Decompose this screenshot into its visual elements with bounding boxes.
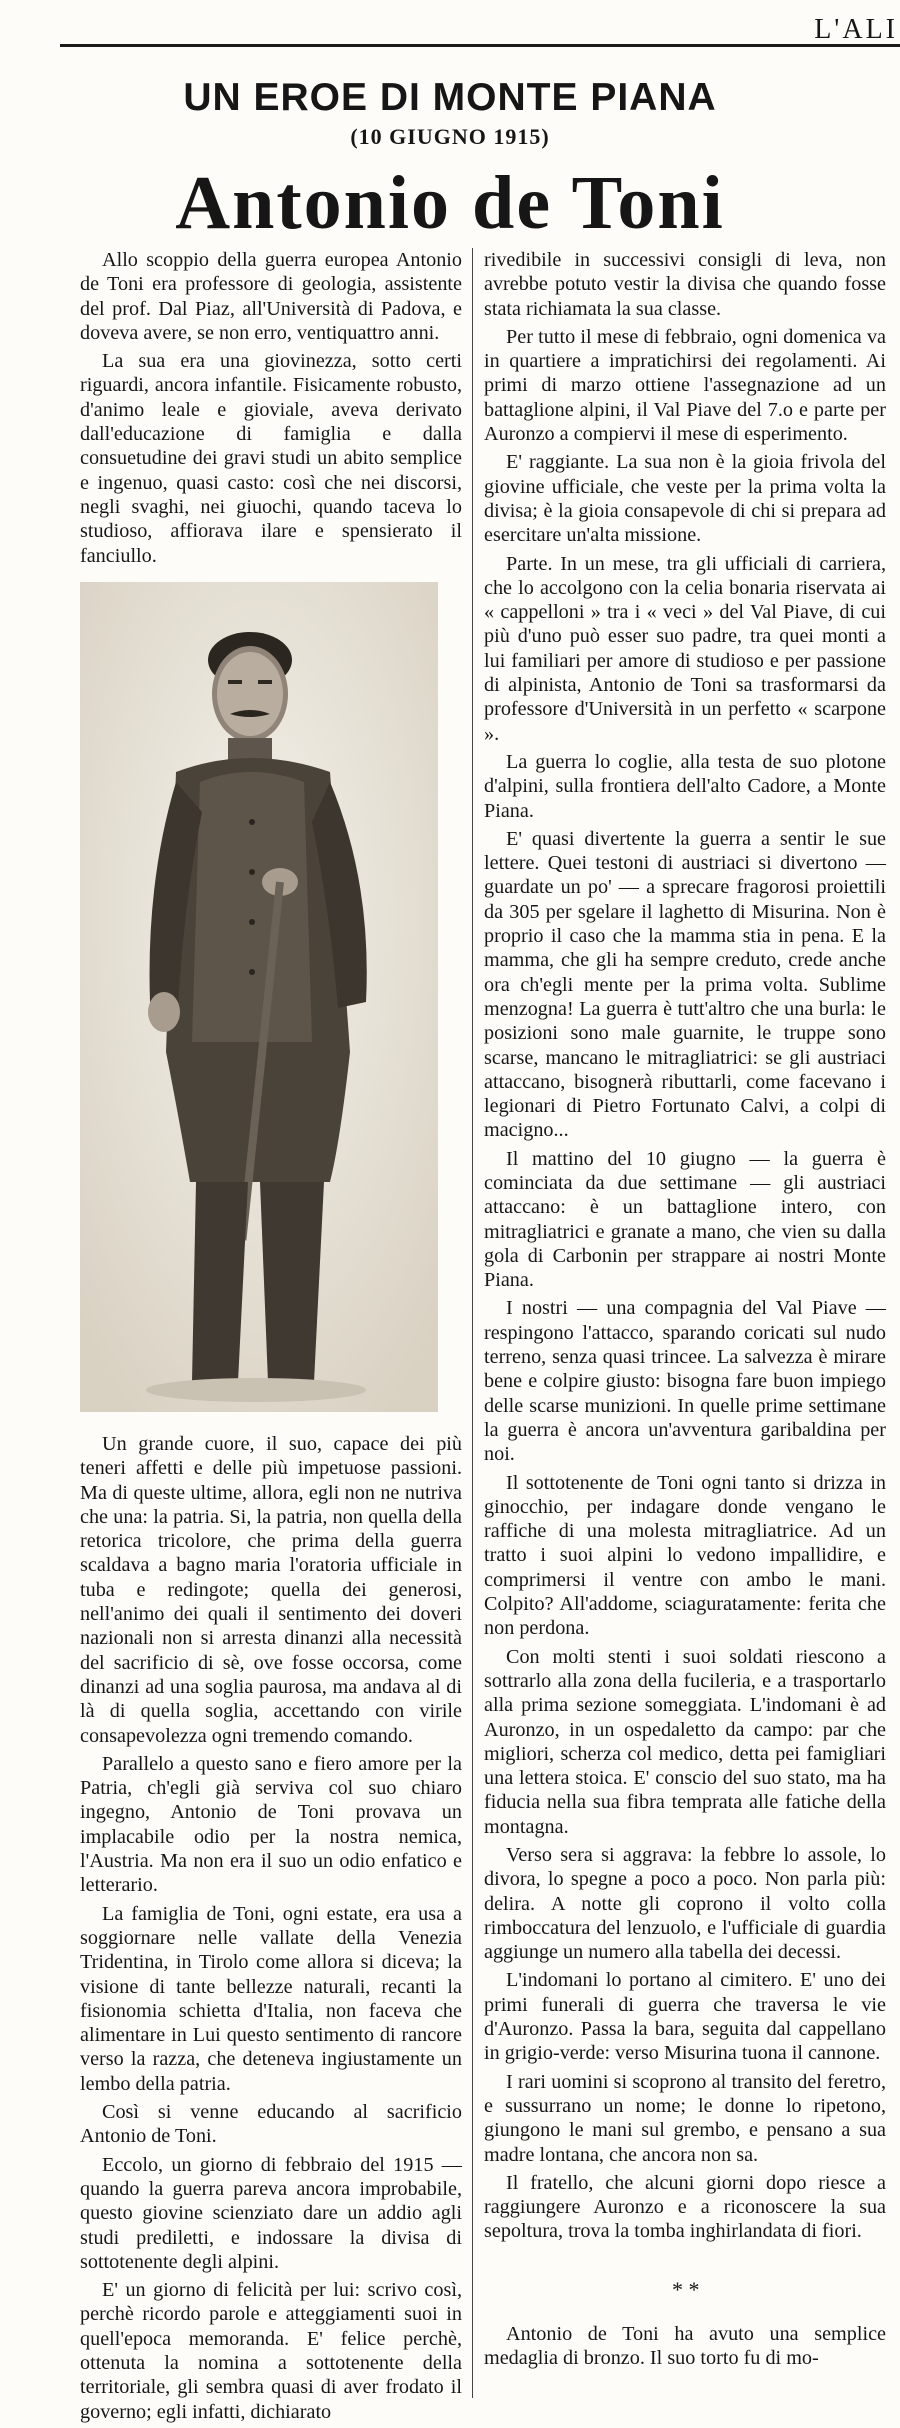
paragraph: Il sottotenente de Toni ogni tanto si drizza in ginocchio, per indagare donde vengano le raffiche di una molesta mitragliatrice. Ad un tratto i suoi alpini lo vedono impallidire, e comprimersi il ventre con ambo le mani. Colpito? All'addome, sciaguratamente: ferita che non perdona. <box>484 1471 886 1640</box>
header-rule <box>60 44 900 47</box>
paragraph: La famiglia de Toni, ogni estate, era usa a soggiornare nelle vallate della Venezia Tridentina, in Tirolo come allora si diceva; la visione di tante bellezze naturali, recanti la fisionomia schietta d'Italia, non faceva che alimentare in Lui questo sentimento di rancore verso la razza, che deteneva ingiustamente un lembo della patria. <box>80 1902 462 2095</box>
section-separator: * * <box>672 2277 700 2302</box>
paragraph: Allo scoppio della guerra europea Antonio de Toni era professore di geologia, assistente del prof. Dal Piaz, all'Università di Padova, e doveva avere, se non erro, ventiquattro anni. <box>80 249 462 344</box>
paragraph: rivedibile in successivi consigli di leva, non avrebbe potuto vestir la divisa che quando fosse stata richiamata la sua classe. <box>484 249 886 320</box>
running-head: L'ALI <box>814 14 898 45</box>
paragraph: L'indomani lo portano al cimitero. E' uno dei primi funerali di guerra che traversa le vie d'Auronzo. Passa la bara, seguita dal cappellano in grigio-verde: verso Misurina tuona il cannone. <box>484 1969 886 2065</box>
portrait-illustration <box>80 582 438 1412</box>
closing-paragraph <box>484 2322 886 2371</box>
paragraph: Parte. In un mese, tra gli ufficiali di carriera, che lo accolgono con la celia bonaria riservata ai « cappelloni » tra i « veci » del Val Piave, di cui più d'uno può esser suo padre, tra quei monti a lui familiari per amore di studioso e per passione di alpinista, Antonio de Toni sa trasformarsi da professore d'Università in un perfetto « scarpone ». <box>484 552 886 745</box>
paragraph: Con molti stenti i suoi soldati riescono a sottrarlo alla zona della fucileria, e a trasportarlo alla prima sezione someggiata. L'indomani è ad Auronzo, in un ospedaletto da campo: par che migliori, scherza col medico, detta pei famigliari una lettera stoica. E' conscio del suo stato, ma ha fiducia nella sua fibra temprata alle fatiche della montagna. <box>484 1645 886 1838</box>
left-column-bottom <box>80 1432 462 2428</box>
article-title: Antonio de Toni <box>175 161 725 245</box>
paragraph: Parallelo a questo sano e fiero amore per la Patria, ch'egli già serviva col suo chiaro ingegno, Antonio de Toni provava un implacabile odio per la nostra nemica, l'Austria. Ma non era il suo un odio enfatico e letterario. <box>80 1752 462 1897</box>
paragraph: Per tutto il mese di febbraio, ogni domenica va in quartiere a impratichirsi dei regolamenti. Ai primi di marzo ottiene l'assegnazione ad un battaglione alpini, il Val Piave del 7.o e parte per Auronzo a compiervi il mese di esperimento. <box>484 325 886 446</box>
paragraph: Antonio de Toni ha avuto una semplice medaglia di bronzo. Il suo torto fu di mo- <box>484 2323 886 2370</box>
pretitle: UN EROE DI MONTE PIANA <box>183 76 717 119</box>
paragraph: Il fratello, che alcuni giorni dopo riesce a raggiungere Auronzo e a riconoscere la sua sepoltura, trova la tomba inghirlandata di fiori. <box>484 2171 886 2243</box>
paragraph: Così si venne educando al sacrificio Antonio de Toni. <box>80 2101 462 2148</box>
column-divider <box>472 248 473 2398</box>
paragraph: E' un giorno di felicità per lui: scrivo così, perchè ricordo parole e atteggiamenti suoi in quell'epoca memoranda. E' felice perchè, ottenuta la nomina a sottotenente della territoriale, gli sembra quasi di aver frodato il governo; egli infatti, dichiarato <box>80 2279 462 2423</box>
paragraph: I nostri — una compagnia del Val Piave — respingono l'attacco, sparando coricati sul nudo terreno, senza quasi trincee. La salvezza è mirare bene e colpire giusto: bisogna fare buon impiego delle scarse munizioni. In quelle prime settimane la guerra è ancora un'avventura garibaldina per noi. <box>484 1297 886 1466</box>
paragraph: Il mattino del 10 giugno — la guerra è cominciata da due settimane — gli austriaci attaccano: è un battaglione intero, con mitragliatrici e granate a mano, che vien su dalla gola di Carbonin per strappare ai nostri Monte Piana. <box>484 1147 886 1292</box>
paragraph: Un grande cuore, il suo, capace dei più teneri affetti e delle più impetuose passioni. Ma di queste ultime, allora, egli non ne nutriva che una: la patria. Si, la patria, non quella della retorica tricolore, che prima della guerra scaldava a bagno maria l'oratoria ufficiale in tuba e redingote; quella dei generosi, nell'animo dei quali il sentimento dei doveri nazionali non si arresta dinanzi alla necessità del sacrificio di sè, ove fosse occorsa, come dinanzi ad una soglia paurosa, ma andava al di là di quella soglia, accettando con virile consapevolezza ogni tremendo comando. <box>80 1433 462 1747</box>
right-column <box>484 248 886 2248</box>
date-line: (10 GIUGNO 1915) <box>350 124 550 149</box>
paragraph: Eccolo, un giorno di febbraio del 1915 — quando la guerra pareva ancora improbabile, questo giovine scienziato dare un addio agli studi prediletti, e indossare la divisa di sottotenente degli alpini. <box>80 2153 462 2273</box>
paragraph: La sua era una giovinezza, sotto certi riguardi, ancora infantile. Fisicamente robusto, d'animo leale e gioviale, aveva derivato dall'educazione di famiglia e dalla consuetudine dei gravi studi un abito semplice e ingenuo, quasi casto: così che nei discorsi, negli svaghi, nei giuochi, quando taceva lo studioso, affiorava ilare e spensierato il fanciullo. <box>80 350 462 567</box>
portrait-photo <box>80 582 438 1412</box>
paragraph: E' raggiante. La sua non è la gioia frivola del giovine ufficiale, che veste per la prima volta la divisa; è la gioia consapevole di chi si prepara ad esercitare un'alta missione. <box>484 451 886 547</box>
paragraph: Verso sera si aggrava: la febbre lo assole, lo divora, lo spegne a poco a poco. Non parla più: delira. A notte gli coprono il volto colla rimboccatura del lenzuolo, e l'ufficiale di guardia aggiunge un numero alla tabella dei decessi. <box>484 1844 886 1964</box>
paragraph: I rari uomini si scoprono al transito del feretro, e sussurrano un nome; le donne lo ripetono, giungono le mani sul grembo, e pensano a sua madre lontana, che ancora non sa. <box>484 2070 886 2166</box>
paragraph: La guerra lo coglie, alla testa de suo plotone d'alpini, sulla frontiera dell'alto Cadore, a Monte Piana. <box>484 750 886 822</box>
paragraph: E' quasi divertente la guerra a sentir le sue lettere. Quei testoni di austriaci si divertono — guardate un po' — a sprecare fragorosi proiettili da 305 per sgelare il laghetto di Misurina. Non è proprio il caso che la mamma stia in pena. E la mamma, che gli ha sempre creduto, crede anche ora ch'egli mente per la prima volta. Sublime menzogna! La guerra è tutt'altro che una burla: le posizioni sono male guarnite, le truppe sono scarse, mancano le mitragliatrici: se gli austriaci attaccano, bisognerà ributtarli, come facevano i legionari di Pietro Fortunato Calvi, a colpi di macigno... <box>484 827 886 1142</box>
left-column-top <box>80 248 462 572</box>
